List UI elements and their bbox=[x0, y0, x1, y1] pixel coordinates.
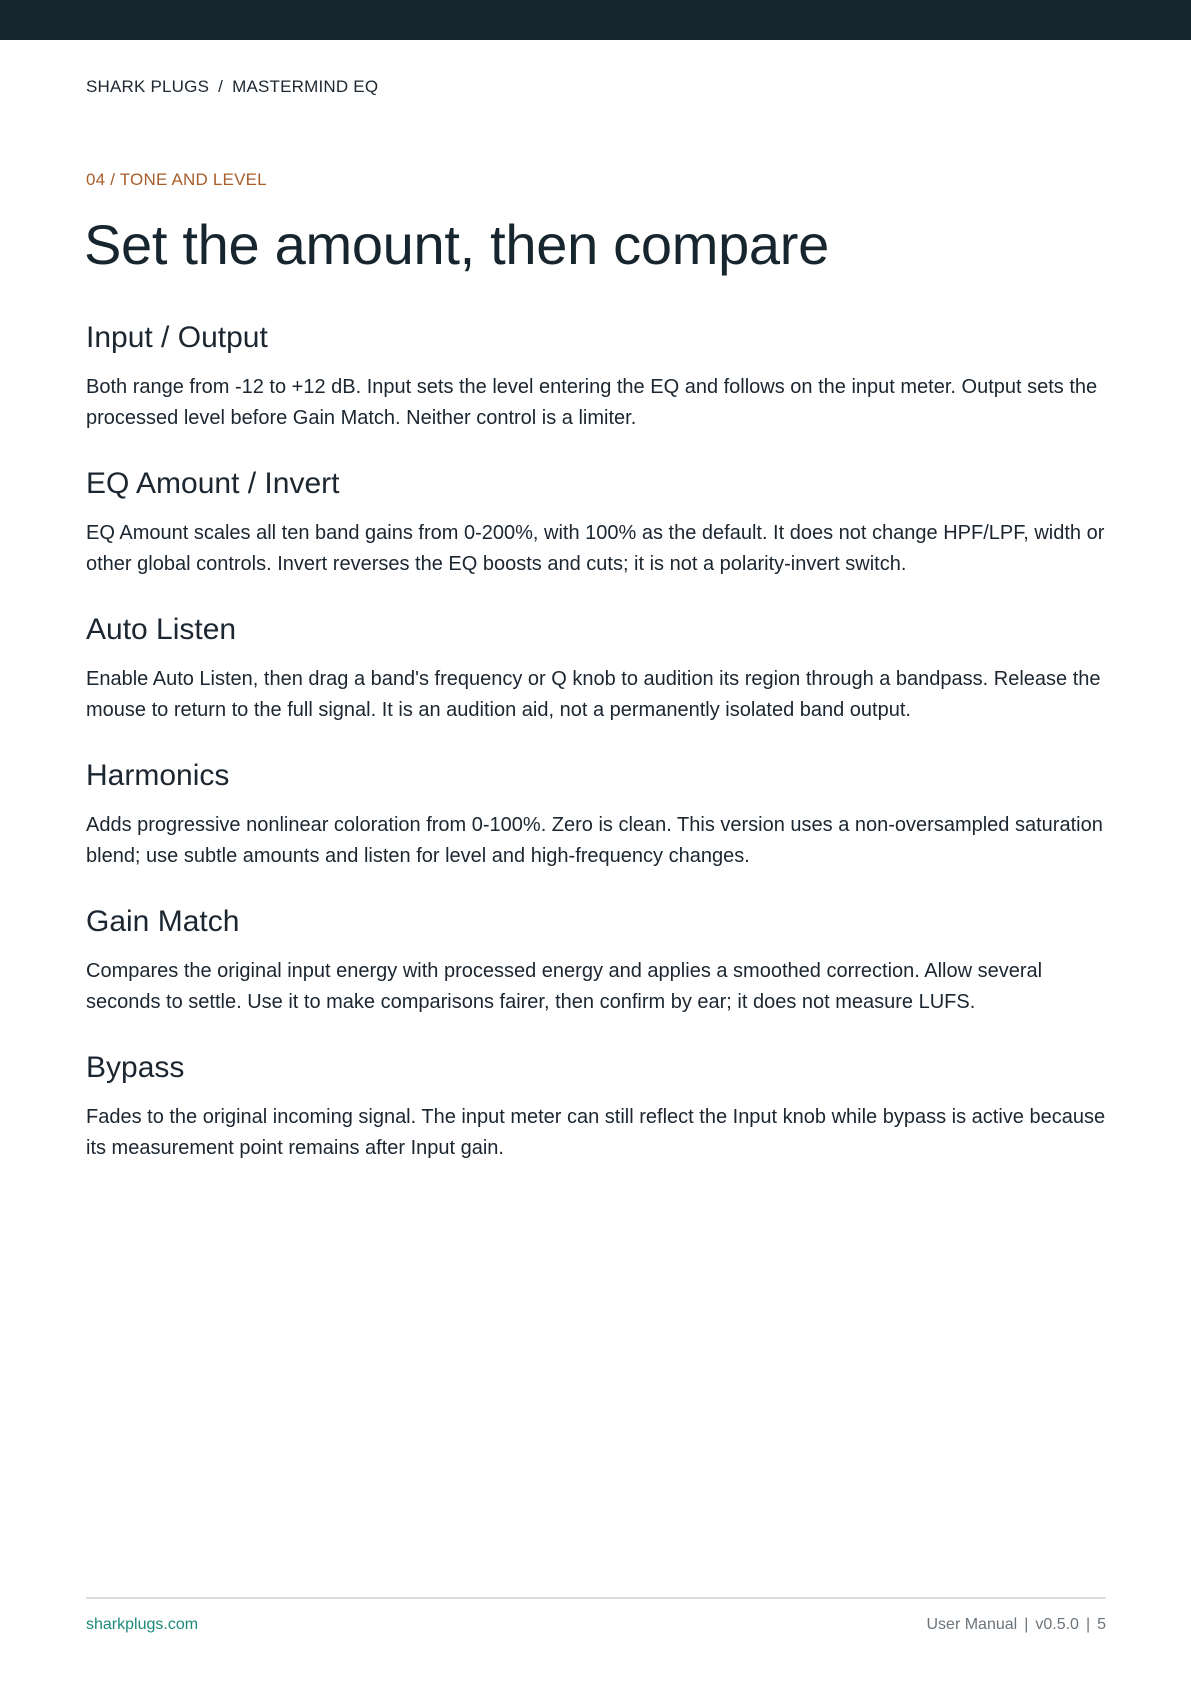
section-body: Both range from -12 to +12 dB. Input sets the level entering the EQ and follows on the input meter. Output sets the processed level before Gain Match. Neither control is a limiter. bbox=[86, 376, 1098, 429]
section-body: Fades to the original incoming signal. The input meter can still reflect the Input knob while bypass is active because its measurement point remains after Input gain. bbox=[86, 1106, 1106, 1159]
section-input-output bbox=[86, 318, 1106, 434]
section-harmonics bbox=[86, 756, 1106, 872]
section-gain-match bbox=[86, 902, 1106, 1018]
section-heading: Gain Match bbox=[86, 905, 240, 938]
footer-page-number: 5 bbox=[1097, 1616, 1106, 1633]
content bbox=[86, 318, 1106, 1194]
footer-divider bbox=[86, 1597, 1106, 1599]
section-heading: EQ Amount / Invert bbox=[86, 467, 340, 500]
section-eq-amount-invert bbox=[86, 464, 1106, 580]
section-heading: Input / Output bbox=[86, 321, 268, 354]
page-title: Set the amount, then compare bbox=[84, 213, 829, 276]
footer-doc-info bbox=[926, 1616, 1106, 1634]
section-heading: Bypass bbox=[86, 1051, 185, 1084]
footer-separator: | bbox=[1085, 1616, 1091, 1633]
footer-separator: | bbox=[1024, 1616, 1029, 1633]
section-auto-listen bbox=[86, 610, 1106, 726]
section-label: 04 / TONE AND LEVEL bbox=[86, 170, 267, 189]
section-body: Compares the original input energy with processed energy and applies a smoothed correction. Allow several seconds to settle. Use it to make comparisons fairer, then confirm by ear; it does not measure LUFS. bbox=[86, 960, 1043, 1013]
breadcrumb bbox=[86, 77, 378, 97]
section-body: EQ Amount scales all ten band gains from 0-200%, with 100% as the default. It does not change HPF/LPF, width or other global controls. Invert reverses the EQ boosts and cuts; it is not a polarity-invert switch. bbox=[86, 522, 1105, 575]
section-body: Enable Auto Listen, then drag a band's frequency or Q knob to audition its region through a bandpass. Release the mouse to return to the full signal. It is an audition aid, not a permanently isolated band output. bbox=[86, 668, 1101, 721]
breadcrumb-separator: / bbox=[218, 77, 224, 96]
footer-website-link[interactable]: sharkplugs.com bbox=[86, 1616, 199, 1633]
footer-version: v0.5.0 bbox=[1035, 1616, 1079, 1633]
breadcrumb-brand: SHARK PLUGS bbox=[86, 77, 210, 96]
section-heading: Harmonics bbox=[86, 759, 230, 792]
section-body: Adds progressive nonlinear coloration from 0-100%. Zero is clean. This version uses a non-oversampled saturation blend; use subtle amounts and listen for level and high-frequency changes. bbox=[86, 814, 1103, 867]
footer-doc-name: User Manual bbox=[926, 1616, 1018, 1633]
top-bar bbox=[0, 0, 1191, 40]
section-heading: Auto Listen bbox=[86, 613, 237, 646]
section-bypass bbox=[86, 1048, 1106, 1164]
breadcrumb-product: MASTERMIND EQ bbox=[232, 77, 379, 96]
